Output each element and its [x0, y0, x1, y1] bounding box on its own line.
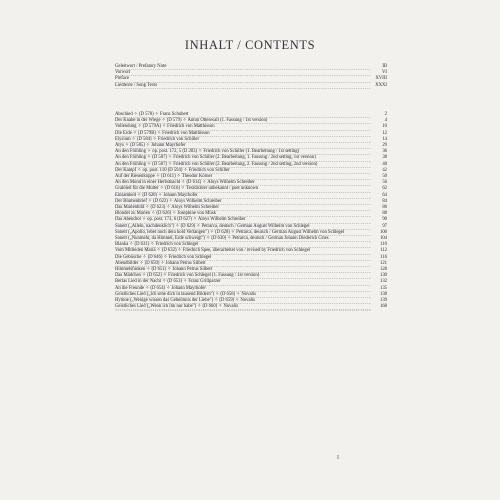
toc-entry-title: Atys ✧ (D 585) ✧ Johann Mayrhofer — [115, 143, 371, 149]
toc-entry-title: An den Frühling ✧ (D 587) ✧ Friedrich von Schiller (2. Bearbeitung, 1. Fassung / 2nd setting, 1st version) — [115, 155, 371, 161]
toc-entry-page: 112 — [380, 248, 387, 254]
toc-entry-page: XVIII — [375, 76, 387, 82]
toc-entry-title: Sonett („Nunmehr, da Himmel, Erde schweigt") ✧ (D 630) ✧ Petrarca, deutsch / German Johann Diederich Gries — [115, 236, 371, 242]
toc-entry-title: Abendbilder ✧ (D 650) ✧ Johann Petrus Silbert — [115, 261, 371, 267]
toc-entry — [115, 304, 387, 310]
toc-entry-page: 10 — [382, 124, 387, 130]
toc-entry-title: Auf der Riesenkoppe ✧ (D 611) ✧ Theodor Körner — [115, 174, 371, 180]
toc-entry-page: 2 — [384, 112, 387, 117]
toc-entry-page: 64 — [382, 192, 387, 198]
toc-entry-page: 90 — [382, 217, 387, 223]
toc-entry-title: Vorwort — [115, 70, 371, 76]
toc-entry-title: Abschied ✧ (D 578) ✧ Franz Schubert — [115, 112, 371, 118]
toc-entry-page: 12 — [382, 130, 387, 136]
toc-entry-page: VI — [382, 70, 387, 76]
page-number: I — [337, 455, 339, 461]
toc-entry — [115, 83, 387, 89]
toc-entry-title: Sonett („Apollo, lebet noch dein hold Verlangen") ✧ (D 628) ✧ Petrarca, deutsch / German August Wilhelm von Schlegel — [115, 230, 371, 236]
toc-entry-title: Der Blumenbrief ✧ (D 622) ✧ Aloys Wilhelm Schreiber — [115, 199, 371, 205]
toc-entry-title: Grablied für die Mutter ✧ (D 616) ✧ Textdichter unbekannt / poet unknown — [115, 186, 371, 192]
toc-entry-title: Die Gebüsche ✧ (D 646) ✧ Friedrich von Schlegel — [115, 255, 371, 261]
toc-entry-title: An den Frühling ✧ op. post. 172, 5 (D 283) ✧ Friedrich von Schiller (1. Bearbeitung / 1st setting) — [115, 149, 371, 155]
toc-entry-page: 86 — [382, 205, 387, 211]
toc-entry-page: 50 — [382, 174, 387, 180]
toc-entry-title: Der Knabe in der Wiege ✧ (D 579) ✧ Anton Ottenwalt (1. Fassung / 1st version) — [115, 118, 371, 124]
toc-entry-title: Einsamkeit ✧ (D 620) ✧ Johann Mayrhofer — [115, 193, 371, 199]
toc-entry-page: 88 — [382, 211, 387, 217]
toc-entry-page: 135 — [379, 285, 387, 291]
toc-entry-title: Vom Mitleiden Mariä ✧ (D 632) ✧ Friedrich Spee, überarbeitet von / revised by Friedrich von Schlegel — [115, 248, 371, 254]
toc-entry-page: 104 — [379, 236, 387, 242]
toc-entry-page: 42 — [382, 167, 387, 173]
toc-entry-page: 139 — [379, 298, 387, 304]
toc-entry-page: 130 — [379, 273, 387, 279]
toc-entry-page: 121 — [379, 260, 387, 266]
toc-entry-title: Hymne („Wenige wissen das Geheimnis der Liebe") ✧ (D 659) ✧ Novalis — [115, 298, 371, 304]
toc-entry-page: 36 — [382, 149, 387, 155]
front-matter-list — [115, 64, 387, 89]
toc-entry-title: Der Kampf ✧ op. post. 110 (D 594) ✧ Friedrich von Schiller — [115, 168, 371, 174]
toc-entry-title: Elysium ✧ (D 584) ✧ Friedrich von Schiller — [115, 137, 371, 143]
toc-entry-title: Liedtexte / Song Texts — [115, 83, 371, 89]
toc-entry-title: An die Freunde ✧ (D 654) ✧ Johann Mayrhofer — [115, 286, 371, 292]
toc-entry-page: 4 — [384, 118, 387, 124]
toc-entry-title: Das Abendrot ✧ op. post. 173, 6 (D 627) ✧ Aloys Wilhelm Schreiber — [115, 217, 371, 223]
toc-entry-title: Das Marienbild ✧ (D 623) ✧ Aloys Wilhelm Schreiber — [115, 205, 371, 211]
toc-entry-title: Blanka ✧ (D 631) ✧ Friedrich von Schlegel — [115, 242, 371, 248]
toc-entry-title: Sonett („Allein, nachdenklich") ✧ (D 629) ✧ Petrarca, deutsch / German August Wilhelm von Schlegel — [115, 224, 371, 230]
toc-entry-page: 40 — [382, 161, 387, 167]
toc-entry-title: Himmelsfunken ✧ (D 651) ✧ Johann Petrus Silbert — [115, 267, 371, 273]
toc-entry-title: Bertas Lied in der Nacht ✧ (D 653) ✧ Franz Grillparzer — [115, 279, 371, 285]
toc-entry-page: 14 — [382, 136, 387, 142]
toc-entry-page: 38 — [382, 155, 387, 161]
toc-entry-title: An den Mond in einer Herbstnacht ✧ (D 614) ✧ Aloys Wilhelm Schreiber — [115, 180, 371, 186]
toc-entry-title: Das Mädchen ✧ (D 652) ✧ Friedrich von Schlegel (1. Fassung / 1st version) — [115, 273, 371, 279]
toc-entry-page: 132 — [379, 279, 387, 285]
toc-entry-page: 100 — [379, 229, 387, 235]
toc-entry-title: Blondel zu Marien ✧ (D 626) ✧ Josephine von Müsk — [115, 211, 371, 217]
toc-entry-page: 84 — [382, 198, 387, 204]
toc-entry-page: 128 — [379, 267, 387, 273]
toc-entry-page: 168 — [379, 304, 387, 310]
toc-entry-page: 29 — [382, 143, 387, 149]
toc-entry-page: 138 — [379, 291, 387, 297]
toc-entry-page: III — [382, 64, 387, 69]
toc-entry-title: Die Erde ✧ (D 579B) ✧ Friedrich von Matthisson — [115, 131, 371, 137]
toc-entry-page: 97 — [382, 223, 387, 229]
toc-entry-page: 110 — [380, 242, 387, 248]
toc-entry-title: An den Frühling ✧ (D 587) ✧ Friedrich von Schiller (2. Bearbeitung, 2. Fassung / 2nd setting, 2nd version) — [115, 162, 371, 168]
page-title: INHALT / CONTENTS — [184, 38, 316, 52]
toc-entry-title: Geleitwort / Prefatory Note — [115, 64, 371, 70]
contents-list — [115, 112, 387, 311]
toc-entry-page: 56 — [382, 180, 387, 186]
toc-entry-title: Preface — [115, 76, 371, 82]
toc-entry-page: 62 — [382, 186, 387, 192]
toc-entry-title: Geistliches Lied („Ich sehe dich in tausend Bildern") ✧ (D 658) ✧ Novalis — [115, 292, 371, 298]
toc-entry-page: 116 — [380, 254, 387, 260]
toc-entry-title: Geistliches Lied („Wenn ich ihn nur habe") ✧ (D 660) ✧ Novalis — [115, 304, 371, 310]
toc-entry-title: Vollendung ✧ (D 579A) ✧ Friedrich von Matthisson — [115, 124, 371, 130]
toc-entry-page: XXXI — [375, 82, 387, 88]
